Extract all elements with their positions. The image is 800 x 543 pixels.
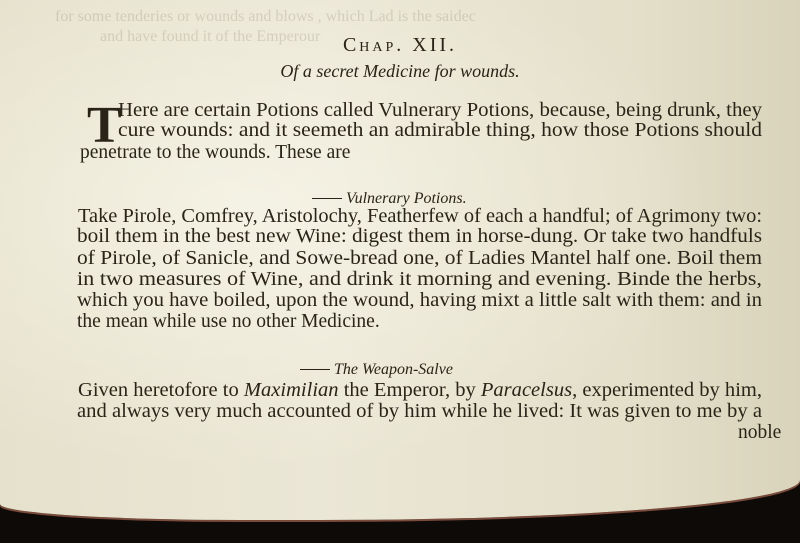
body-line: Take Pirole, Comfrey, Aristolochy, Featherfew of each a handful; of Agrimony two: (78, 206, 762, 227)
heading-text: Vulnerary Potions. (346, 190, 467, 207)
text-span: , experimented by him, (572, 380, 762, 401)
body-line: the mean while use no other Medicine. (77, 311, 380, 332)
body-line: and always very much accounted of by him while he lived: It was given to me by a (77, 401, 762, 422)
name-maximilian: Maximilian (243, 380, 339, 401)
chapter-label: Chap. XII. (342, 34, 458, 56)
text-span: the Emperor, by (338, 380, 481, 401)
body-line (78, 380, 762, 402)
body-line: of Pirole, of Sanicle, and Sowe-bread one, of Ladies Mantel half one. Boil them (77, 248, 762, 269)
text-span: Given heretofore to (78, 380, 244, 401)
section-heading-weapon-salve (300, 358, 453, 380)
name-paracelsus: Paracelsus (480, 380, 573, 401)
body-line: in two measures of Wine, and drink it morning and evening. Binde the herbs, (77, 269, 762, 290)
intro-line: cure wounds: and it seemeth an admirable thing, how those Potions should (118, 120, 763, 141)
intro-line: Here are certain Potions called Vulnerary Potions, because, being drunk, they (118, 100, 762, 121)
em-rule (300, 369, 330, 370)
catchword: noble (738, 422, 782, 443)
heading-text: The Weapon-Salve (334, 361, 453, 378)
body-line: which you have boiled, upon the wound, having mixt a little salt with them: and in (77, 290, 762, 311)
bleed-through-text: for some tenderies or wounds and blows , which Lad is the saidec (55, 8, 476, 25)
drop-cap: T (87, 97, 122, 154)
body-line: boil them in the best new Wine: digest them in horse-dung. Or take two handfuls (77, 226, 762, 247)
bleed-through-text: and have found it of the Emperour (100, 28, 321, 45)
em-rule (312, 198, 342, 199)
intro-line: penetrate to the wounds. These are (80, 142, 351, 163)
chapter-title: Of a secret Medicine for wounds. (280, 61, 520, 81)
